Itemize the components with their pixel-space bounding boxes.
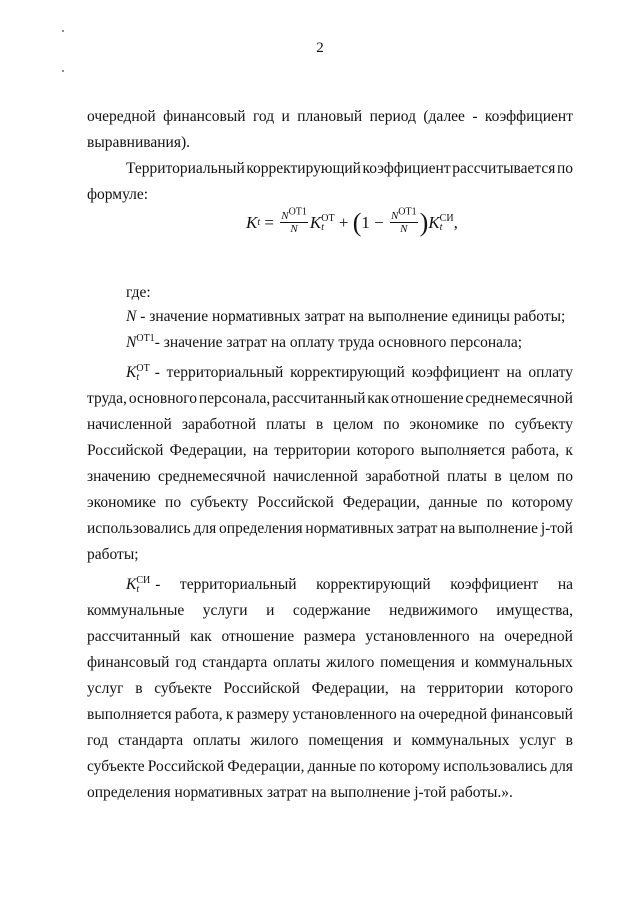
word: год xyxy=(87,732,109,749)
text-line xyxy=(126,159,573,179)
word: Российской xyxy=(87,442,164,459)
word: коэффициент xyxy=(450,576,539,593)
definition-k-ot-line1: K ОТ t - территориальный корректирующий коэффициент на оплату xyxy=(126,363,573,383)
word: на xyxy=(479,628,495,645)
word: выполняется xyxy=(420,442,506,459)
word: основного xyxy=(128,390,197,407)
word: установленного xyxy=(292,706,397,723)
text-line xyxy=(87,627,573,647)
word: нормативных xyxy=(305,520,394,537)
word: жилого xyxy=(326,654,375,671)
word: платы xyxy=(447,468,487,485)
word: экономике xyxy=(409,416,479,433)
word: которого xyxy=(515,680,573,697)
word: Федерации, xyxy=(311,680,389,697)
word: очередной xyxy=(87,108,156,125)
word: Российской xyxy=(147,758,225,775)
word: коэффициент xyxy=(411,364,500,381)
word: корректирующий xyxy=(246,160,361,177)
word: недвижимого xyxy=(389,602,478,619)
word: затрат xyxy=(396,520,438,537)
word: услуг xyxy=(519,732,556,749)
word: целом xyxy=(509,468,550,485)
text-line xyxy=(87,757,573,777)
word: размеру xyxy=(236,706,290,723)
word: на xyxy=(252,442,269,459)
fraction: $\frac{N^{ОТ1}}{N}$ xyxy=(390,206,417,235)
word: к xyxy=(565,442,573,459)
text-line xyxy=(87,731,573,751)
word: в xyxy=(494,468,502,485)
text-line xyxy=(87,493,573,513)
word: субъекте xyxy=(154,680,212,697)
word: к xyxy=(225,706,234,723)
definition-n: N - значение нормативных затрат на выполнение единицы работы; xyxy=(126,308,566,325)
word: очередной xyxy=(418,706,488,723)
text-line: определения нормативных затрат на выполнение j-той работы.». xyxy=(87,784,513,801)
word: по xyxy=(165,494,182,511)
word: платы xyxy=(266,416,306,433)
text-line: формуле: xyxy=(87,186,149,203)
formula: K t = $\frac{N^{ОТ1}}{N}$ K ОТ t + ( 1 − $\frac{N^{ОТ1}}{N}$ ) K СИ t , xyxy=(246,206,458,237)
text-line xyxy=(87,415,573,435)
word: отношение xyxy=(390,390,464,407)
definition-n-ot1: $N^{ОТ1}-$ значение затрат на оплату труда основного персонала; xyxy=(126,332,523,351)
word: по xyxy=(556,160,573,177)
word: выполняется xyxy=(87,706,172,723)
text-line xyxy=(87,601,573,621)
word: по xyxy=(556,468,573,485)
word: которому xyxy=(511,494,573,511)
where-label: где: xyxy=(126,284,151,301)
word: выполнение xyxy=(458,520,539,537)
word: которого xyxy=(356,442,415,459)
word: в xyxy=(565,732,573,749)
word: значению xyxy=(87,468,151,485)
word: начисленной xyxy=(87,416,172,433)
word: финансовый xyxy=(87,654,170,671)
word: экономике xyxy=(87,494,157,511)
scan-speck xyxy=(62,70,64,72)
word: на xyxy=(440,520,456,537)
word: оплаты xyxy=(272,654,321,671)
word: услуг xyxy=(87,680,124,697)
word: территориальный xyxy=(179,576,297,593)
word: субъекту xyxy=(190,494,249,511)
word: рассчитанный xyxy=(272,390,366,407)
word: Федерации, xyxy=(342,494,420,511)
text-line xyxy=(87,679,573,699)
word: труда, xyxy=(87,390,127,407)
word: данные xyxy=(428,494,478,511)
word: которому xyxy=(378,758,441,775)
word: среднемесячной xyxy=(465,390,573,407)
word: и xyxy=(266,602,275,619)
word: целом xyxy=(333,416,374,433)
word: на xyxy=(400,680,416,697)
word: финансовый xyxy=(490,706,573,723)
word: на xyxy=(506,364,522,381)
word: работа, xyxy=(174,706,223,723)
text-line: выравнивания). xyxy=(87,134,191,151)
word: очередной xyxy=(504,628,573,645)
text-line: работы; xyxy=(87,546,139,563)
word: содержание xyxy=(292,602,371,619)
scan-speck xyxy=(62,30,64,32)
word: коэффициент xyxy=(484,108,573,125)
word: жилого xyxy=(250,732,299,749)
word: - xyxy=(155,576,161,593)
word: корректирующий xyxy=(290,364,405,381)
word: и xyxy=(393,732,402,749)
word: - xyxy=(472,108,478,125)
fraction: $\frac{N^{ОТ1}}{N}$ xyxy=(281,206,307,235)
text-line xyxy=(87,107,573,127)
word: Федерации, xyxy=(227,758,305,775)
word: услуги xyxy=(202,602,248,619)
word: субъекте xyxy=(87,758,145,775)
word: работа, xyxy=(511,442,560,459)
text-line xyxy=(87,441,573,461)
word: период xyxy=(369,108,416,125)
word: территориальный xyxy=(166,364,284,381)
word: субъекту xyxy=(514,416,573,433)
text-line xyxy=(87,389,573,409)
word: рассчитанный xyxy=(87,628,181,645)
word: отношение xyxy=(221,628,295,645)
word: (далее xyxy=(423,108,465,125)
word: корректирующий xyxy=(316,576,431,593)
word: Территориальный xyxy=(126,160,245,177)
word: стандарта xyxy=(118,732,184,749)
word: коммунальных xyxy=(474,654,573,671)
word: и xyxy=(281,108,290,125)
word: и xyxy=(460,654,470,671)
word: заработной xyxy=(181,416,257,433)
word: стандарта xyxy=(202,654,268,671)
word: по xyxy=(359,758,376,775)
word: персонала, xyxy=(198,390,271,407)
word: в xyxy=(315,416,324,433)
word: среднемесячной xyxy=(158,468,266,485)
text-line xyxy=(87,467,573,487)
word: для xyxy=(550,758,573,775)
word: финансовый xyxy=(163,108,246,125)
word: использовались xyxy=(443,758,547,775)
page-number: 2 xyxy=(316,40,324,56)
word: плановый xyxy=(297,108,363,125)
word: по xyxy=(486,494,503,511)
word: год xyxy=(252,108,275,125)
word: помещения xyxy=(380,654,456,671)
text-line xyxy=(87,653,573,673)
word: Федерации, xyxy=(169,442,247,459)
word: в xyxy=(135,680,143,697)
word: установленного xyxy=(365,628,470,645)
word: j-той xyxy=(540,520,573,537)
word: определения xyxy=(219,520,303,537)
word: размера xyxy=(303,628,356,645)
word: использовались xyxy=(87,520,191,537)
word: по xyxy=(488,416,505,433)
word: на xyxy=(557,576,573,593)
word: коэффициент xyxy=(362,160,451,177)
word: для xyxy=(193,520,217,537)
word: по xyxy=(383,416,400,433)
word: начисленной xyxy=(273,468,358,485)
text-line xyxy=(87,705,573,725)
word: имущества, xyxy=(496,602,573,619)
word: год xyxy=(175,654,197,671)
word: рассчитывается xyxy=(452,160,556,177)
word: территории xyxy=(274,442,351,459)
word: оплату xyxy=(528,364,573,381)
word: коммунальные xyxy=(87,602,185,619)
word: данные xyxy=(307,758,357,775)
word: территории xyxy=(427,680,504,697)
word: помещения xyxy=(308,732,384,749)
word: - xyxy=(154,364,160,381)
word: Российской xyxy=(257,494,334,511)
word: как xyxy=(190,628,212,645)
word: как xyxy=(367,390,389,407)
text-line xyxy=(87,519,573,539)
word: оплаты xyxy=(193,732,241,749)
word: на xyxy=(400,706,416,723)
word: коммунальных xyxy=(411,732,510,749)
definition-k-si-line1: K СИ t - территориальный корректирующий коэффициент на xyxy=(126,575,573,595)
word: заработной xyxy=(365,468,440,485)
word: Российской xyxy=(223,680,300,697)
